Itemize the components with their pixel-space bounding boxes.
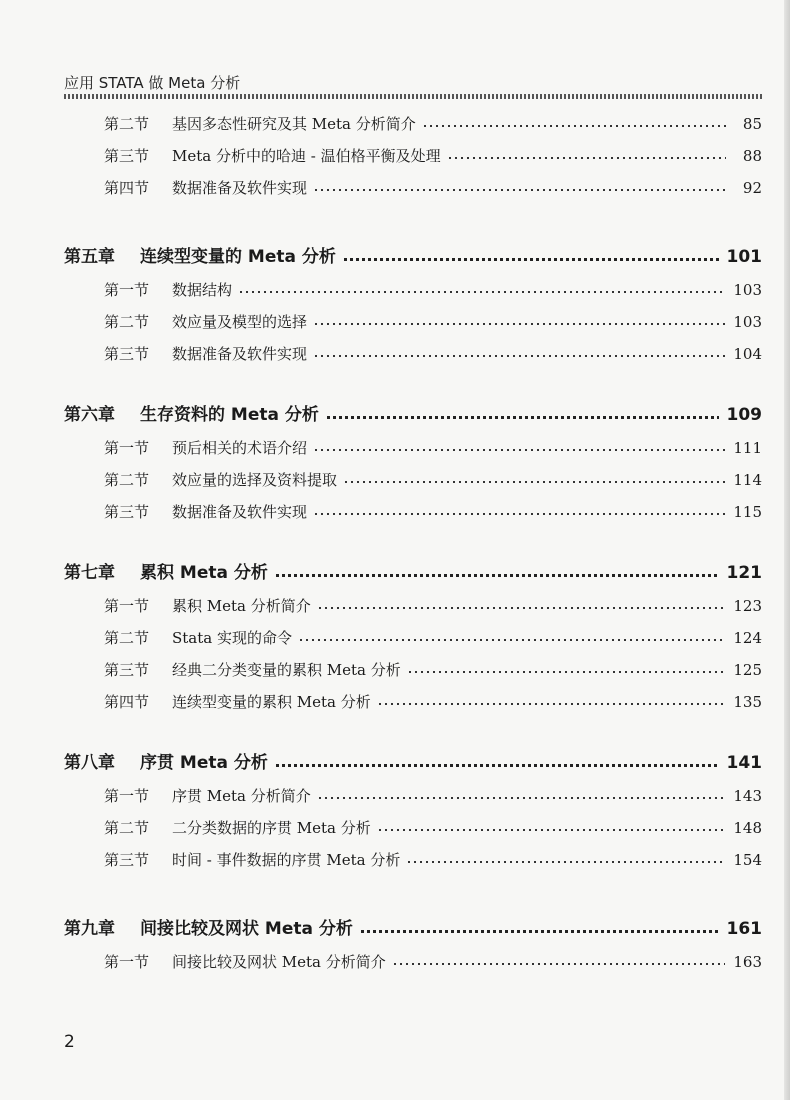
toc-chapter-row[interactable] [64,556,762,590]
toc-page-number: 92 [742,179,762,197]
toc-section-number: 第一节 [104,787,150,805]
toc-leader-dots [315,355,725,357]
toc-page-number: 161 [726,919,762,939]
toc-leader-dots [379,703,726,705]
toc-section-number: 第四节 [104,693,150,711]
toc-leader-dots [300,639,725,641]
toc-section-title: 数据准备及软件实现 [172,345,308,363]
toc-page-number: 123 [733,597,762,615]
toc-page-number: 104 [733,345,762,363]
toc-section-title: 数据结构 [172,281,233,299]
toc-leader-dots [361,930,719,933]
toc-section-title: 累积 Meta 分析简介 [172,597,311,615]
toc-leader-dots [319,607,726,609]
toc-section-title: 连续型变量的累积 Meta 分析 [172,693,371,711]
toc-chapter-number: 第七章 [64,563,115,583]
toc-section-row[interactable] [64,686,762,718]
toc-page-number: 88 [742,147,762,165]
toc-section-row[interactable] [64,432,762,464]
toc-chapter-number: 第九章 [64,919,115,939]
toc-section-title: 经典二分类变量的累积 Meta 分析 [172,661,401,679]
toc-section-row[interactable] [64,274,762,306]
toc-chapter-row[interactable] [64,398,762,432]
toc-page-number: 135 [733,693,762,711]
header-rule [64,94,762,99]
toc-section-row[interactable] [64,172,762,204]
toc-page-number: 109 [726,405,762,425]
toc-section-title: 时间 - 事件数据的序贯 Meta 分析 [172,851,401,869]
toc-page-number: 115 [733,503,762,521]
toc-section-number: 第二节 [104,115,150,133]
toc-leader-dots [315,323,725,325]
toc-page-number: 111 [733,439,762,457]
table-of-contents [64,108,762,978]
toc-page-number: 141 [726,753,762,773]
toc-section-number: 第三节 [104,661,150,679]
page-edge-shadow [784,0,790,1100]
toc-leader-dots [345,481,725,483]
toc-chapter-number: 第八章 [64,753,115,773]
toc-section-title: 二分类数据的序贯 Meta 分析 [172,819,371,837]
toc-section-number: 第二节 [104,313,150,331]
toc-section-title: 间接比较及网状 Meta 分析简介 [172,953,386,971]
toc-section-row[interactable] [64,946,762,978]
toc-chapter-number: 第五章 [64,247,115,267]
toc-section-number: 第三节 [104,851,150,869]
toc-section-number: 第四节 [104,179,150,197]
toc-page-number: 143 [733,787,762,805]
toc-chapter-title: 生存资料的 Meta 分析 [140,405,319,425]
toc-leader-dots [449,157,726,159]
toc-page-number: 114 [733,471,762,489]
toc-page-number: 148 [733,819,762,837]
toc-page-number: 125 [733,661,762,679]
toc-leader-dots [276,764,719,767]
toc-section-number: 第一节 [104,439,150,457]
toc-page-number: 154 [733,851,762,869]
toc-leader-dots [408,861,725,863]
toc-leader-dots [344,258,719,261]
toc-section-row[interactable] [64,108,762,140]
spacer [64,528,762,556]
toc-section-number: 第三节 [104,147,150,165]
toc-section-title: 效应量的选择及资料提取 [172,471,338,489]
toc-page-number: 85 [742,115,762,133]
folio-page-number: 2 [64,1032,75,1052]
toc-section-row[interactable] [64,844,762,876]
toc-section-title: 序贯 Meta 分析简介 [172,787,311,805]
toc-page-number: 121 [726,563,762,583]
toc-section-number: 第一节 [104,281,150,299]
spacer [64,370,762,398]
toc-leader-dots [319,797,726,799]
toc-section-row[interactable] [64,590,762,622]
toc-section-title: Stata 实现的命令 [172,629,292,647]
toc-page-number: 103 [733,313,762,331]
toc-chapter-row[interactable] [64,746,762,780]
toc-chapter-title: 间接比较及网状 Meta 分析 [140,919,353,939]
toc-section-title: Meta 分析中的哈迪 - 温伯格平衡及处理 [172,147,441,165]
toc-page-number: 103 [733,281,762,299]
toc-leader-dots [240,291,725,293]
toc-leader-dots [409,671,726,673]
toc-section-number: 第一节 [104,953,150,971]
toc-chapter-title: 序贯 Meta 分析 [140,753,268,773]
toc-chapter-number: 第六章 [64,405,115,425]
running-header: 应用 STATA 做 Meta 分析 [64,74,241,92]
toc-leader-dots [276,574,719,577]
toc-section-number: 第三节 [104,345,150,363]
spacer [64,718,762,746]
toc-section-title: 基因多态性研究及其 Meta 分析简介 [172,115,416,133]
toc-page-number: 101 [726,247,762,267]
spacer [64,876,762,912]
toc-section-number: 第二节 [104,471,150,489]
toc-section-row[interactable] [64,306,762,338]
toc-section-title: 预后相关的术语介绍 [172,439,308,457]
toc-section-number: 第三节 [104,503,150,521]
toc-leader-dots [327,416,719,419]
toc-section-row[interactable] [64,464,762,496]
toc-leader-dots [379,829,726,831]
toc-section-row[interactable] [64,140,762,172]
toc-section-number: 第二节 [104,819,150,837]
toc-chapter-row[interactable] [64,912,762,946]
toc-leader-dots [394,963,726,965]
toc-leader-dots [315,189,726,191]
toc-leader-dots [315,449,725,451]
toc-section-row[interactable] [64,812,762,844]
toc-page-number: 163 [733,953,762,971]
toc-chapter-title: 累积 Meta 分析 [140,563,268,583]
toc-section-title: 数据准备及软件实现 [172,179,308,197]
toc-page-number: 124 [733,629,762,647]
toc-section-row[interactable] [64,780,762,812]
toc-section-title: 效应量及模型的选择 [172,313,308,331]
toc-section-row[interactable] [64,622,762,654]
toc-section-number: 第二节 [104,629,150,647]
toc-section-number: 第一节 [104,597,150,615]
toc-leader-dots [424,125,726,127]
spacer [64,204,762,240]
toc-section-row[interactable] [64,496,762,528]
toc-chapter-row[interactable] [64,240,762,274]
toc-leader-dots [315,513,725,515]
toc-section-title: 数据准备及软件实现 [172,503,308,521]
toc-section-row[interactable] [64,654,762,686]
toc-chapter-title: 连续型变量的 Meta 分析 [140,247,336,267]
toc-section-row[interactable] [64,338,762,370]
